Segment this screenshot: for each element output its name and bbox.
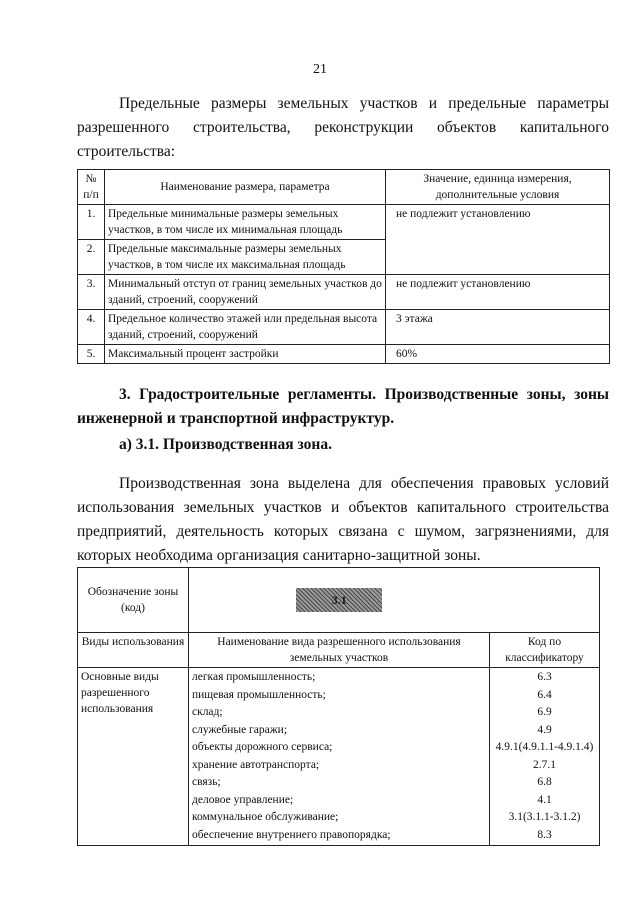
row-name: Максимальный процент застройки [105,345,386,364]
zone-code-row [78,568,600,633]
row-name: Предельное количество этажей или предельная высота зданий, строений, сооружений [105,310,386,345]
list-item-code: 4.9.1(4.9.1.1-4.9.1.4) [495,741,594,753]
usage-category: Основные виды разрешенного использования [78,668,189,846]
list-item: объекты дорожного сервиса; [192,741,333,753]
list-item-code: 8.3 [537,828,552,841]
list-item-code: 4.1 [537,793,552,806]
page-number: 21 [313,62,327,77]
limits-table [77,169,610,364]
table-row [78,345,610,364]
section-heading [77,383,609,431]
header-usage-name: Наименование вида разрешенного использования земельных участков [189,633,490,668]
row-value: не подлежит установлению [386,275,610,310]
row-value: 60% [386,345,610,364]
list-item-code: 6.8 [537,776,552,788]
row-number: 2. [78,240,105,275]
table-row [78,275,610,310]
body-paragraph [77,472,609,568]
row-name: Минимальный отступ от границ земельных участков до зданий, строений, сооружений [105,275,386,310]
zone-code-badge: 3.1 [296,588,382,612]
row-number: 3. [78,275,105,310]
row-number: 5. [78,345,105,364]
list-item-code: 6.3 [537,671,552,683]
table-row [78,205,610,240]
table-row [78,310,610,345]
list-item: пищевая промышленность; [192,688,326,701]
list-item: хранение автотранспорта; [192,758,320,771]
intro-text: Предельные размеры земельных участков и предельные параметры разрешенного строительства, реконструкции объектов капитального строительства: [77,95,609,160]
row-name: Предельные максимальные размеры земельных участков, в том числе их максимальная площадь [105,240,386,275]
zone-empty-cell [490,568,600,633]
list-item-code: 4.9 [537,723,552,736]
list-item: легкая промышленность; [192,671,316,683]
row-value: не подлежит установлению [386,205,610,275]
row-number: 1. [78,205,105,240]
usage-name-list [189,668,490,846]
list-item: деловое управление; [192,793,294,806]
list-item-code: 6.9 [537,706,552,718]
list-item-code: 6.4 [537,688,552,701]
list-item: служебные гаражи; [192,723,288,736]
table-header-row [78,170,610,205]
list-item: связь; [192,776,221,788]
header-value: Значение, единица измерения, дополнительные условия [386,170,610,205]
subsection-heading: а) 3.1. Производственная зона. [119,436,332,453]
list-item-code: 3.1(3.1.1-3.1.2) [508,811,581,823]
list-item: коммунальное обслуживание; [192,811,339,823]
list-item: обеспечение внутреннего правопорядка; [192,828,391,841]
header-classifier-code: Код по классификатору [490,633,600,668]
zone-header-row [78,633,600,668]
row-number: 4. [78,310,105,345]
zone-table [77,567,600,846]
row-value: 3 этажа [386,310,610,345]
intro-paragraph [77,92,609,164]
section-heading-text: 3. Градостроительные регламенты. Производственные зоны, зоны инженерной и транспортной инфраструктур. [77,386,609,427]
body-paragraph-text: Производственная зона выделена для обеспечения правовых условий использования земельных участков и объектов капитального строительства предприятий, деятельность которых связана с шумом, загрязнениями, для которых необходима организация санитарно-защитной зоны. [77,475,609,564]
zone-uses-row [78,668,600,846]
zone-code-cell [189,568,490,633]
list-item-code: 2.7.1 [533,758,556,771]
header-number: № п/п [78,170,105,205]
header-usage-type: Виды использования [78,633,189,668]
list-item: склад; [192,706,223,718]
usage-code-list [490,668,600,846]
header-name: Наименование размера, параметра [105,170,386,205]
row-name: Предельные минимальные размеры земельных участков, в том числе их минимальная площадь [105,205,386,240]
zone-label: Обозначение зоны (код) [78,568,189,633]
